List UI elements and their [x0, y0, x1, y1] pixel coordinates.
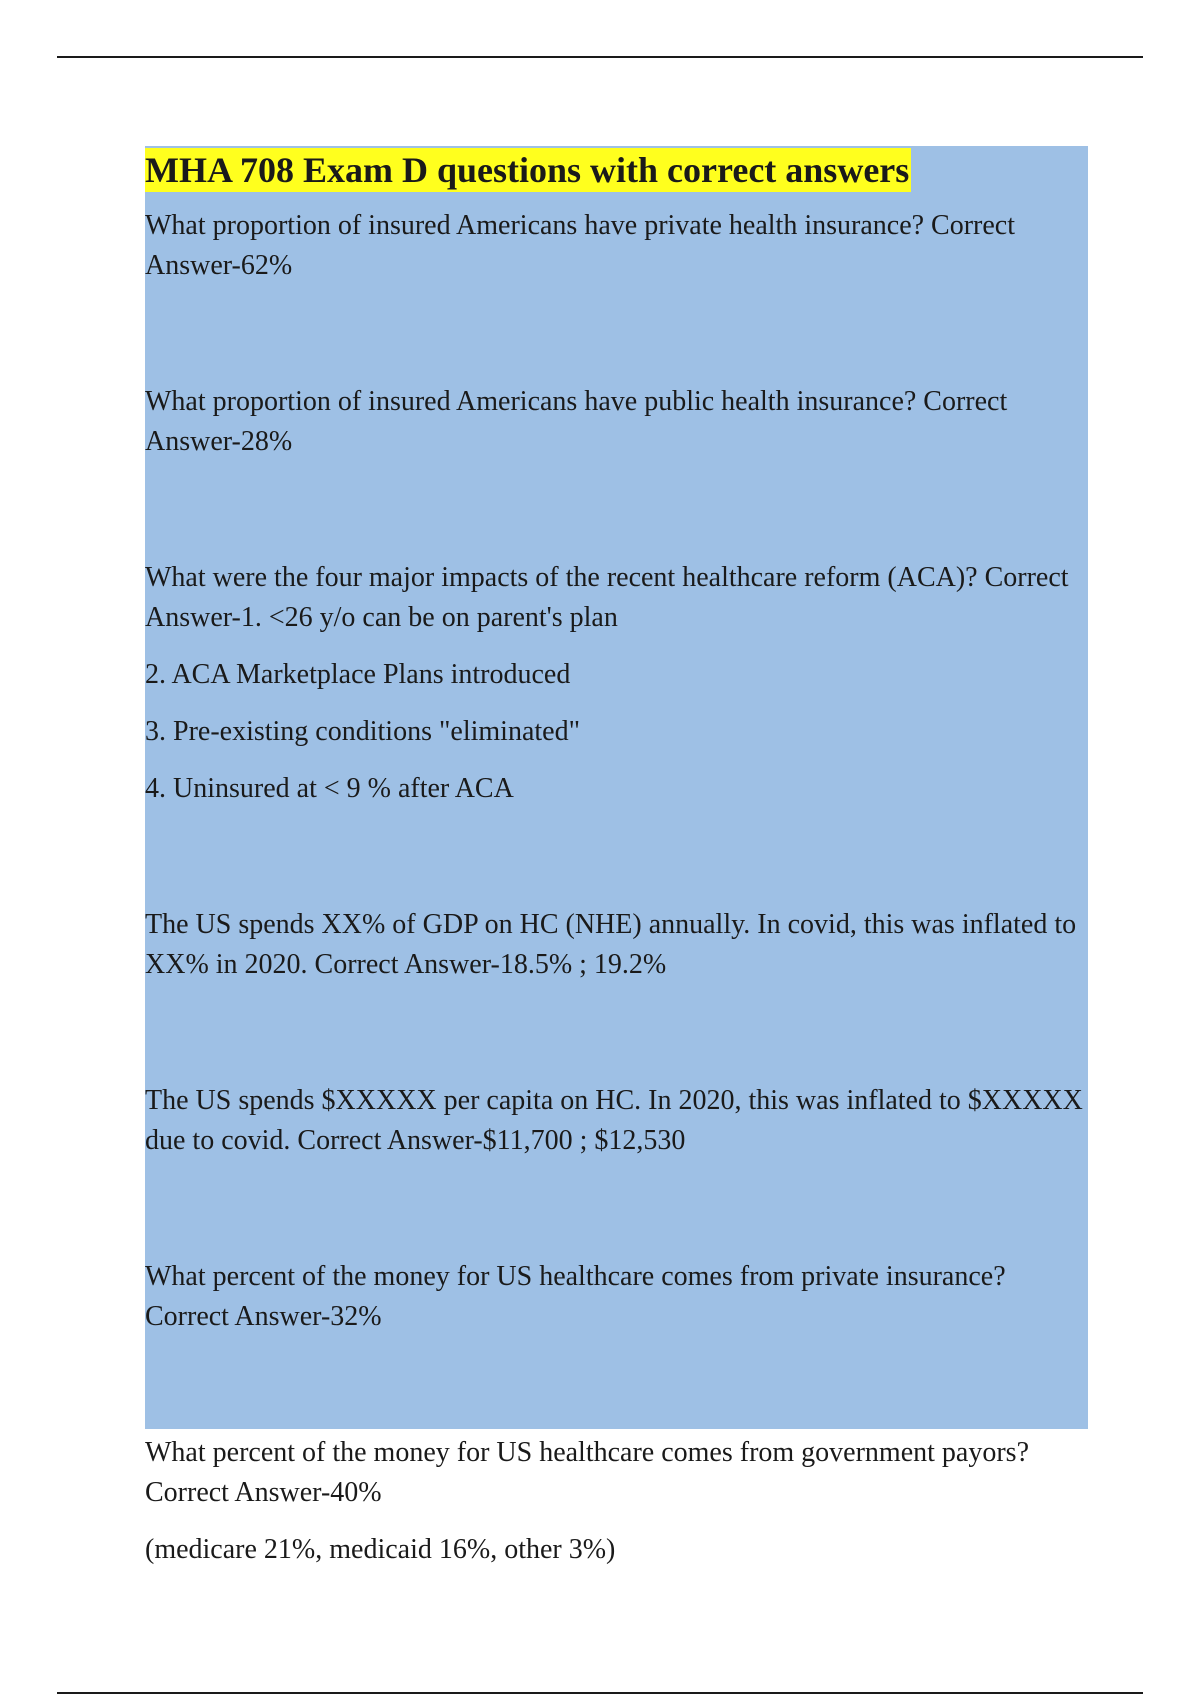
qa-entry-3: What were the four major impacts of the recent healthcare reform (ACA)? Correct Answer-1. <26 y/o can be on parent's plan — [145, 562, 1069, 633]
qa-entry-2: What proportion of insured Americans have public health insurance? Correct Answer-28% — [145, 386, 1008, 457]
qa-block — [145, 146, 1088, 1565]
qa-entry-7: What percent of the money for US healthcare comes from government payors? Correct Answer-40% — [145, 1437, 1029, 1508]
qa-entry-4: The US spends XX% of GDP on HC (NHE) annually. In covid, this was inflated to XX% in 2020. Correct Answer-18.5% ; 19.2% — [145, 909, 1077, 980]
qa-entry-3-item-3: 3. Pre-existing conditions "eliminated" — [145, 716, 581, 747]
qa-entry-3-item-2: 2. ACA Marketplace Plans introduced — [145, 659, 571, 690]
footer-rule — [57, 1692, 1143, 1694]
qa-entry-5: The US spends $XXXXX per capita on HC. In 2020, this was inflated to $XXXXX due to covid. Correct Answer-$11,700 ; $12,530 — [145, 1085, 1083, 1156]
qa-entry-3-item-4: 4. Uninsured at < 9 % after ACA — [145, 773, 514, 804]
qa-entry-6: What percent of the money for US healthcare comes from private insurance? Correct Answer-32% — [145, 1261, 1006, 1332]
qa-entry-1: What proportion of insured Americans have private health insurance? Correct Answer-62% — [145, 210, 1016, 281]
header-rule — [57, 56, 1143, 58]
qa-entry-7-note: (medicare 21%, medicaid 16%, other 3%) — [145, 1534, 616, 1565]
document-title: MHA 708 Exam D questions with correct answers — [145, 150, 910, 190]
